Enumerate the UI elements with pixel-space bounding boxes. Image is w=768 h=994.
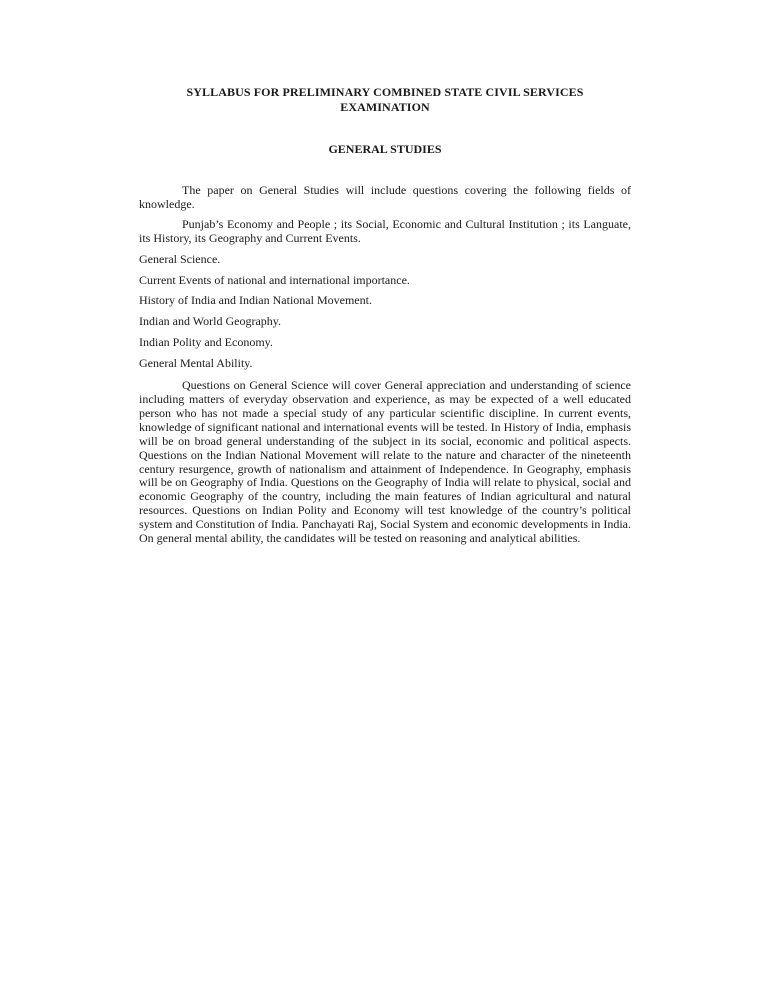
- document-body: [139, 184, 631, 546]
- field-item: General Science.: [139, 251, 221, 266]
- field-item: Indian and World Geography.: [139, 314, 281, 329]
- intro-paragraph: The paper on General Studies will include questions covering the following fields of knowledge.: [139, 183, 631, 211]
- field-item: History of India and Indian National Movement.: [139, 293, 372, 308]
- field-item: Current Events of national and international importance.: [139, 272, 410, 287]
- field-item: General Mental Ability.: [139, 356, 253, 371]
- details-paragraph: Questions on General Science will cover General appreciation and understanding of science including matters of everyday observation and experience, as may be expected of a well educated person who has not made a special study of any particular scientific discipline. In current events, knowledge of significant national and international events will be tested. In History of India, emphasis will be on broad general understanding of the subject in its social, economic and political aspects. Questions on the Indian National Movement will relate to the nature and character of the nineteenth century resurgence, growth of nationalism and attainment of Independence. In Geography, emphasis will be on Geography of India. Questions on the Geography of India will relate to physical, social and economic Geography of the country, including the main features of Indian agricultural and natural resources. Questions on Indian Polity and Economy will test knowledge of the country’s political system and Constitution of India. Panchayati Raj, Social System and economic developments in India. On general mental ability, the candidates will be tested on reasoning and analytical abilities.: [139, 378, 631, 546]
- section-heading: GENERAL STUDIES: [328, 142, 442, 156]
- punjab-paragraph: Punjab’s Economy and People ; its Social, Economic and Cultural Institution ; its Languate, its History, its Geography and Current Events.: [139, 216, 631, 245]
- field-item: Indian Polity and Economy.: [139, 335, 273, 350]
- document-title: [139, 85, 631, 115]
- title-line-2: EXAMINATION: [340, 100, 430, 114]
- document-page: [139, 0, 631, 994]
- title-line-1: SYLLABUS FOR PRELIMINARY COMBINED STATE CIVIL SERVICES: [186, 85, 584, 99]
